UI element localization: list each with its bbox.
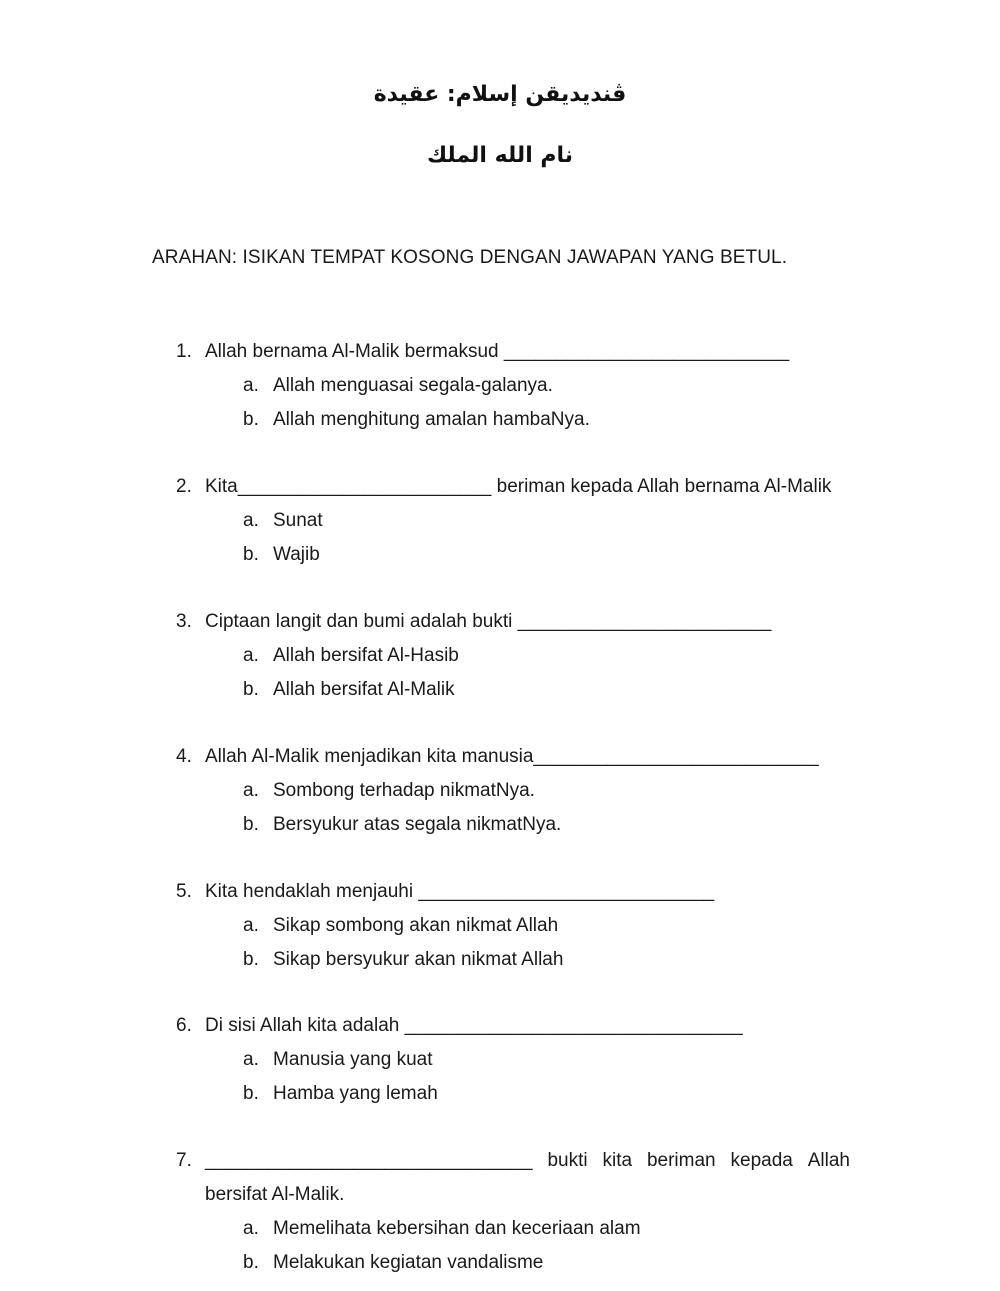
option-text: Wajib: [273, 544, 320, 565]
question-5: [176, 881, 856, 975]
option-letter: b.: [243, 409, 259, 430]
option-text: Hamba yang lemah: [273, 1083, 438, 1104]
option-a[interactable]: [176, 1210, 856, 1244]
option-letter: a.: [243, 1218, 259, 1239]
option-a[interactable]: [176, 502, 856, 536]
option-letter: a.: [243, 510, 259, 531]
option-b[interactable]: [176, 401, 856, 435]
option-b[interactable]: [176, 806, 856, 840]
option-letter: b.: [243, 1083, 259, 1104]
option-b[interactable]: [176, 671, 856, 705]
worksheet-subtitle: نام الله الملك: [426, 143, 574, 168]
option-letter: a.: [243, 645, 259, 666]
question-word: _______________________________: [205, 1150, 533, 1171]
question-text: [205, 1150, 850, 1172]
option-letter: a.: [243, 915, 259, 936]
question-number: 2.: [176, 476, 192, 497]
question-text: Allah Al-Malik menjadikan kita manusia___________________________: [205, 746, 819, 767]
option-b[interactable]: [176, 536, 856, 570]
question-3: [176, 611, 856, 705]
question-number: 1.: [176, 341, 192, 362]
option-letter: a.: [243, 375, 259, 396]
question-6: [176, 1015, 856, 1109]
question-word: kepada: [730, 1150, 793, 1171]
option-letter: b.: [243, 1252, 259, 1273]
option-b[interactable]: [176, 1244, 856, 1278]
option-text: Memelihata kebersihan dan keceriaan alam: [273, 1218, 641, 1239]
question-1: [176, 341, 856, 435]
worksheet-title: ڤنديديقن إسلام: عقيدة: [373, 82, 627, 107]
question-word: beriman: [646, 1150, 716, 1171]
option-letter: a.: [243, 780, 259, 801]
option-text: Allah bersifat Al-Hasib: [273, 645, 459, 666]
question-word: Allah: [807, 1150, 850, 1171]
option-b[interactable]: [176, 941, 856, 975]
option-a[interactable]: [176, 772, 856, 806]
option-letter: b.: [243, 949, 259, 970]
option-b[interactable]: [176, 1075, 856, 1109]
option-text: Allah menguasai segala-galanya.: [273, 375, 553, 396]
question-4: [176, 746, 856, 840]
question-text: Kita hendaklah menjauhi ____________________________: [205, 881, 715, 902]
option-text: Bersyukur atas segala nikmatNya.: [273, 814, 562, 835]
question-number: 4.: [176, 746, 192, 767]
option-a[interactable]: [176, 637, 856, 671]
option-text: Sikap sombong akan nikmat Allah: [273, 915, 559, 936]
option-a[interactable]: [176, 907, 856, 941]
option-text: Sombong terhadap nikmatNya.: [273, 780, 535, 801]
option-text: Sikap bersyukur akan nikmat Allah: [273, 949, 564, 970]
question-number: 5.: [176, 881, 192, 902]
option-text: Allah menghitung amalan hambaNya.: [273, 409, 590, 430]
question-number: 7.: [176, 1150, 192, 1171]
option-letter: b.: [243, 544, 259, 565]
question-number: 3.: [176, 611, 192, 632]
question-word: bukti: [547, 1150, 588, 1171]
option-letter: b.: [243, 679, 259, 700]
option-letter: a.: [243, 1049, 259, 1070]
question-text: Allah bernama Al-Malik bermaksud ___________________________: [205, 341, 790, 362]
option-a[interactable]: [176, 367, 856, 401]
question-text: Ciptaan langit dan bumi adalah bukti ________________________: [205, 611, 772, 632]
option-text: Melakukan kegiatan vandalisme: [273, 1252, 544, 1273]
question-7: [176, 1150, 856, 1278]
option-text: Allah bersifat Al-Malik: [273, 679, 455, 700]
question-text: Kita________________________ beriman kepada Allah bernama Al-Malik: [205, 476, 832, 497]
question-text-continued: bersifat Al-Malik.: [205, 1184, 345, 1205]
option-text: Manusia yang kuat: [273, 1049, 433, 1070]
option-letter: b.: [243, 814, 259, 835]
question-word: kita: [602, 1150, 633, 1171]
option-a[interactable]: [176, 1041, 856, 1075]
instructions: ARAHAN: ISIKAN TEMPAT KOSONG DENGAN JAWAPAN YANG BETUL.: [152, 247, 788, 268]
question-number: 6.: [176, 1015, 192, 1036]
question-text: Di sisi Allah kita adalah ________________________________: [205, 1015, 743, 1036]
question-2: [176, 476, 856, 570]
option-text: Sunat: [273, 510, 323, 531]
